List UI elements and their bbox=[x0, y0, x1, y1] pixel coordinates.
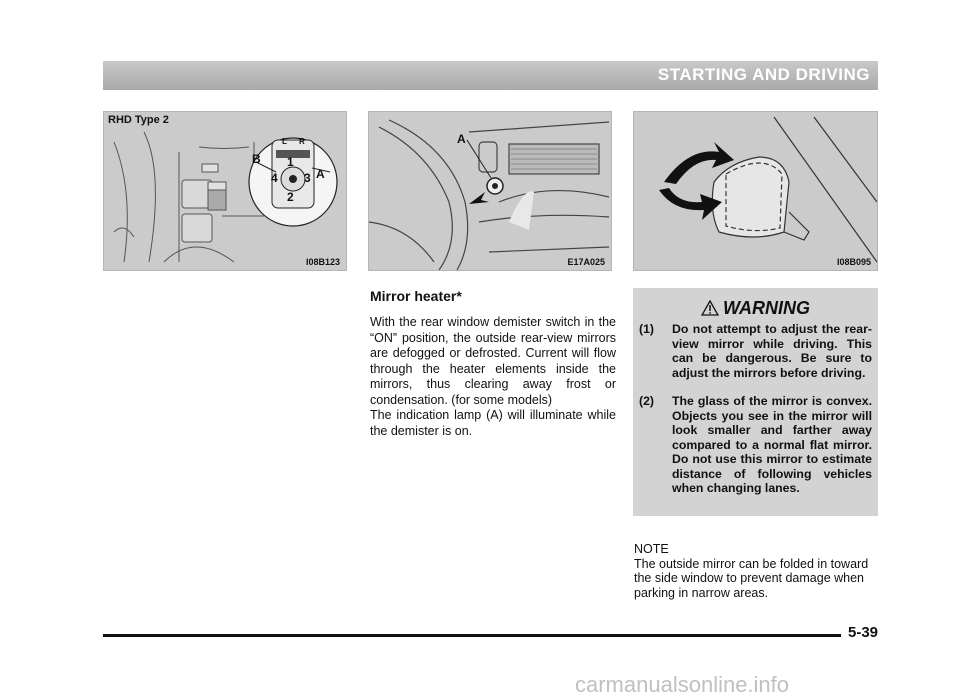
warning-item-number: (1) bbox=[639, 322, 655, 336]
note-text: The outside mirror can be folded in toward the side window to prevent damage when parking in narrow areas. bbox=[634, 556, 869, 600]
figure-caption-type: RHD Type 2 bbox=[108, 114, 169, 126]
switch-label-r: R bbox=[299, 137, 305, 146]
figure-switch-panel bbox=[103, 111, 347, 271]
dashboard-illustration bbox=[369, 112, 611, 270]
callout-a-lamp: A bbox=[457, 132, 466, 146]
switch-label-l: L bbox=[282, 137, 287, 146]
footer-rule bbox=[103, 634, 841, 637]
mirror-heater-body bbox=[370, 315, 616, 439]
section-header bbox=[103, 61, 878, 90]
figure-dashboard bbox=[368, 111, 612, 271]
page-number: 5-39 bbox=[848, 624, 879, 641]
callout-3: 3 bbox=[304, 171, 311, 185]
figure-code: I08B095 bbox=[836, 257, 871, 267]
callout-a: A bbox=[316, 167, 325, 181]
figure-code: I08B123 bbox=[305, 257, 340, 267]
callout-1: 1 bbox=[287, 155, 294, 169]
note-block bbox=[634, 542, 879, 600]
note-label: NOTE bbox=[634, 542, 669, 556]
watermark: carmanualsonline.info bbox=[575, 672, 790, 697]
paragraph: The indication lamp (A) will illuminate while the demister is on. bbox=[370, 408, 616, 438]
warning-box bbox=[633, 288, 878, 516]
paragraph: With the rear window demister switch in the “ON” position, the outside rear-view mirrors are defogged or defrosted. Current will flow through the heater elements inside the mirrors, thus clearing away frost or condensation. (for some models) bbox=[370, 315, 616, 407]
callout-4: 4 bbox=[271, 171, 278, 185]
section-title-header: STARTING AND DRIVING bbox=[657, 65, 870, 84]
figure-outside-mirror bbox=[633, 111, 878, 271]
switch-panel-illustration bbox=[104, 112, 346, 270]
warning-item-text: The glass of the mirror is convex. Objects you see in the mirror will look smaller and farther away compared to a normal flat mirror. Do not use this mirror to estimate distance of following vehicles when changing lanes. bbox=[672, 394, 872, 495]
warning-item-text: Do not attempt to adjust the rear-view mirror while driving. This can be dangerous. Be sure to adjust the mirrors before driving. bbox=[672, 322, 872, 380]
callout-b: B bbox=[252, 152, 261, 166]
warning-item-number: (2) bbox=[639, 394, 655, 408]
figure-code: E17A025 bbox=[567, 257, 605, 267]
mirror-illustration bbox=[634, 112, 877, 270]
warning-triangle-icon bbox=[701, 300, 719, 316]
warning-heading bbox=[633, 298, 878, 319]
callout-2: 2 bbox=[287, 190, 294, 204]
section-heading-mirror-heater: Mirror heater* bbox=[370, 288, 462, 304]
warning-title: WARNING bbox=[723, 298, 810, 318]
